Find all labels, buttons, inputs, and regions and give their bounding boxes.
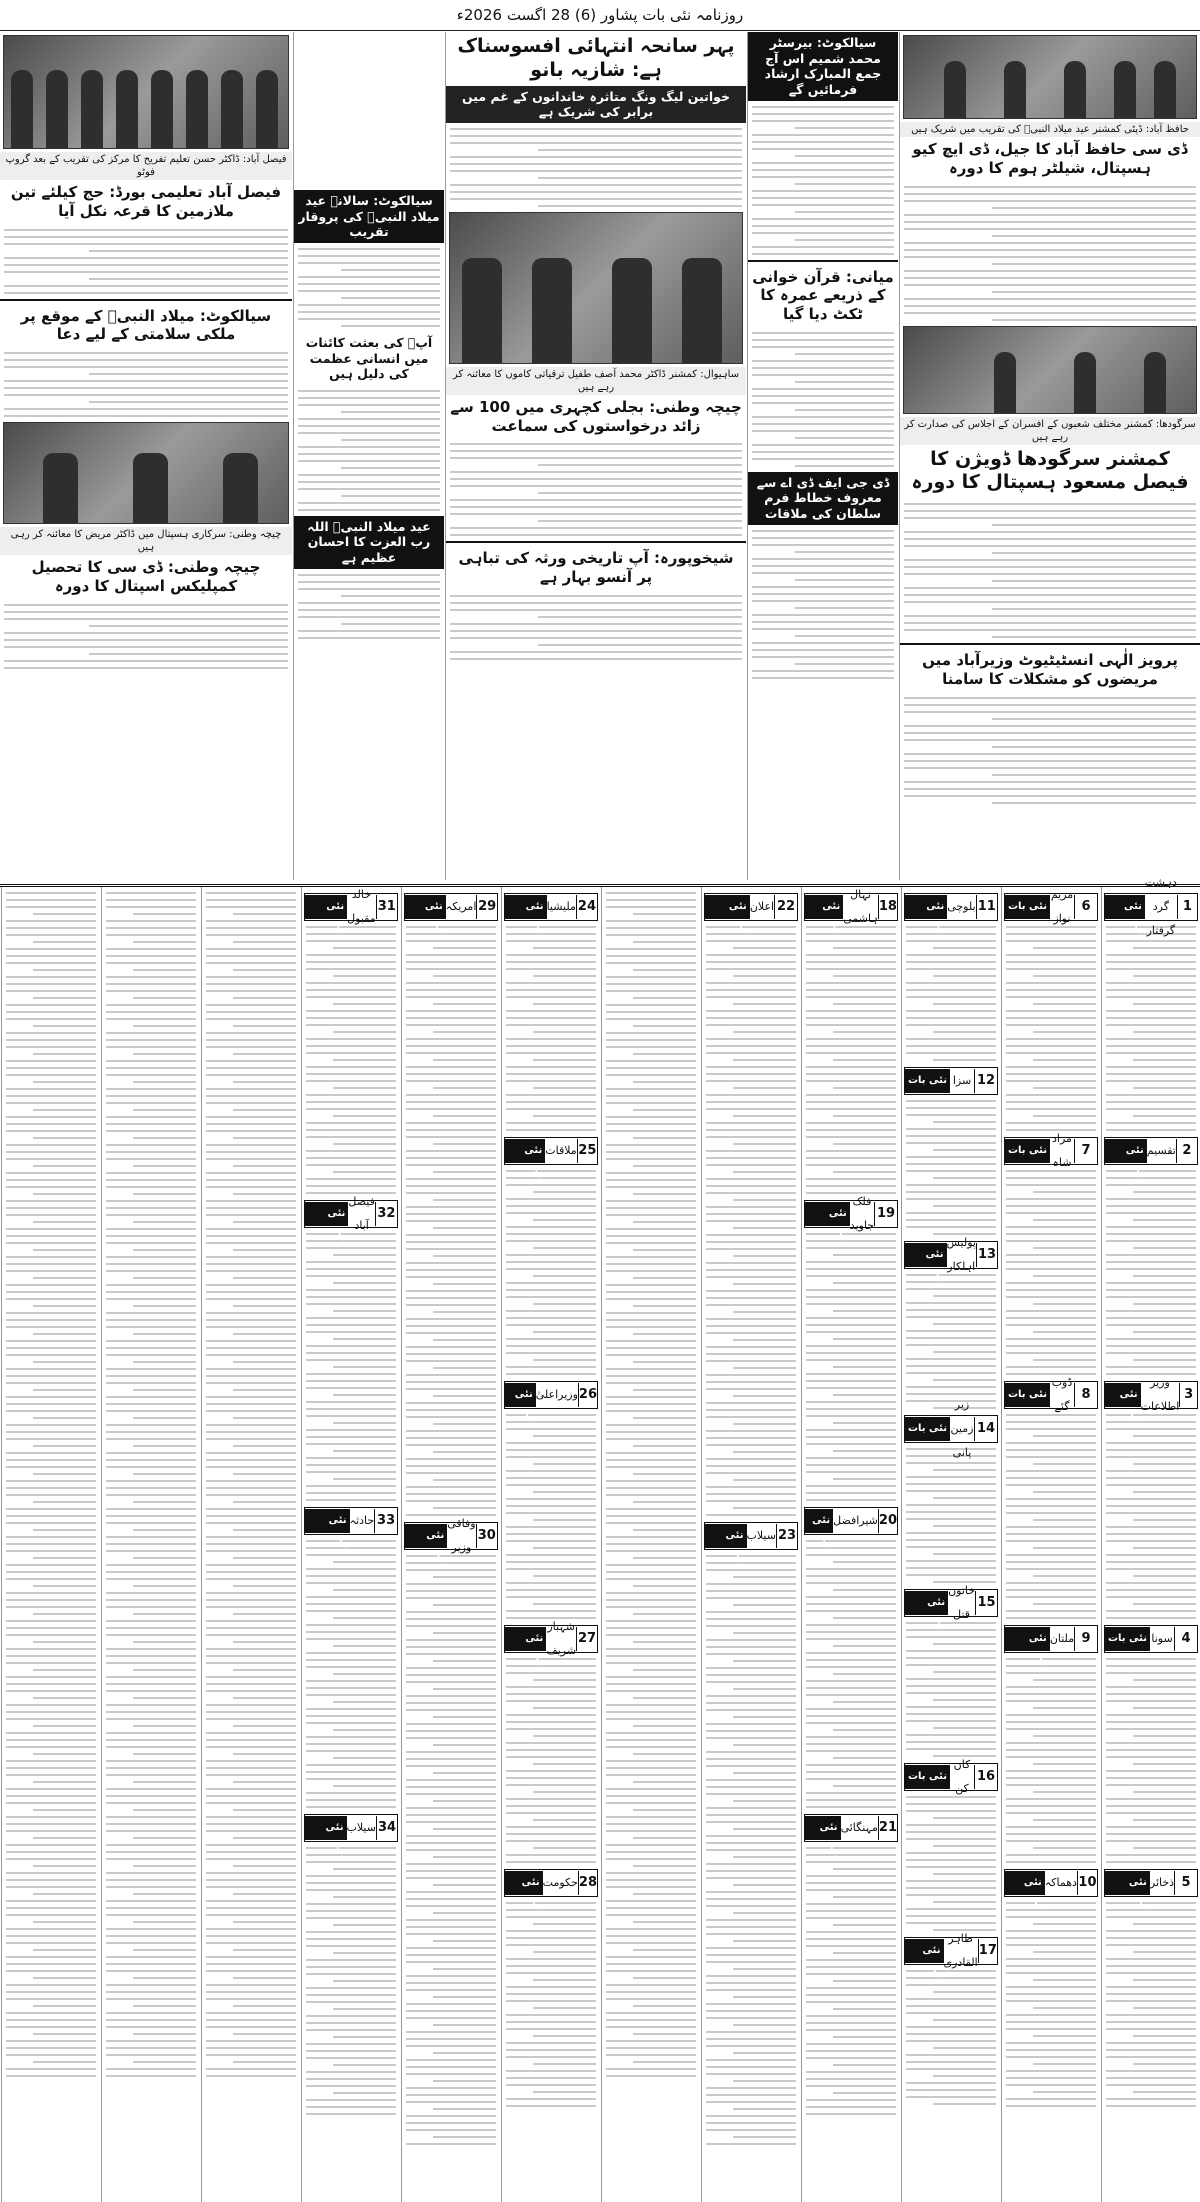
headline: شیخوپورہ: آپ تاریخی ورثہ کی تباہی پر آنسو بہار ہے bbox=[458, 549, 734, 586]
brief-source-tag: نئی بات bbox=[1005, 1871, 1045, 1895]
news-brief-heading bbox=[404, 893, 498, 936]
news-brief-heading bbox=[504, 1137, 598, 1180]
brief-source-tag: نئی بات bbox=[305, 1202, 348, 1226]
news-brief-heading bbox=[1004, 888, 1098, 925]
news-brief-heading bbox=[904, 1067, 998, 1095]
brief-body bbox=[1102, 1414, 1200, 1619]
news-brief-heading bbox=[904, 1932, 998, 1980]
brief-body bbox=[802, 1233, 900, 1501]
brief-body bbox=[1002, 1902, 1100, 2107]
headline: کمشنر سرگودھا ڈویژن کا فیصل مسعود ہسپتال کا دورہ bbox=[911, 447, 1189, 494]
news-brief-heading bbox=[904, 1584, 998, 1632]
brief-source-tag: نئی بات bbox=[905, 1417, 950, 1441]
brief-number: 21 bbox=[878, 1816, 897, 1840]
brief-source-tag: نئی بات bbox=[1105, 1139, 1147, 1163]
brief-number: 16 bbox=[974, 1765, 997, 1789]
headline: سیالکوٹ: بیرسٹر محمد شمیم اس آج جمع المبارک ارشاد فرمائیں گے bbox=[748, 32, 898, 101]
brief-body bbox=[802, 926, 900, 1194]
article-body bbox=[748, 530, 898, 679]
news-brief-heading bbox=[904, 893, 998, 936]
brief-source-tag: نئی بات bbox=[805, 1202, 850, 1226]
article-body bbox=[294, 390, 444, 511]
article-body bbox=[0, 352, 292, 417]
brief-body bbox=[902, 1448, 1000, 1583]
brief-title: فلک جاوید bbox=[849, 1195, 875, 1232]
brief-title: اعلان bbox=[749, 900, 775, 913]
brief-title: مراد شاہ bbox=[1052, 1132, 1072, 1169]
article-body bbox=[294, 248, 444, 327]
news-brief-heading bbox=[1104, 1376, 1198, 1424]
brief-body bbox=[302, 926, 400, 1194]
article-body bbox=[446, 595, 746, 660]
briefs-column bbox=[401, 887, 500, 2202]
brief-title: شیرافضل bbox=[833, 1514, 878, 1527]
brief-source-tag: نئی بات bbox=[1105, 1383, 1141, 1407]
briefs-column bbox=[1, 887, 100, 2202]
article-body bbox=[900, 186, 1200, 321]
brief-title: بلوچی bbox=[947, 900, 976, 913]
brief-body bbox=[302, 1233, 400, 1501]
briefs-column bbox=[601, 887, 700, 2202]
brief-source-tag: نئی بات bbox=[1105, 895, 1145, 919]
article-body bbox=[0, 229, 292, 294]
headline: ڈی سی حافظ آباد کا جیل، ڈی ایچ کیو ہسپتال، شیلٹر ہوم کا دورہ bbox=[912, 140, 1188, 177]
news-photo bbox=[903, 35, 1197, 119]
brief-number: 1 bbox=[1177, 895, 1197, 919]
brief-number: 19 bbox=[874, 1202, 897, 1226]
brief-body bbox=[1102, 1902, 1200, 2107]
article-body bbox=[748, 332, 898, 467]
brief-title: خاتون قتل bbox=[948, 1584, 976, 1621]
brief-body bbox=[502, 1658, 600, 1863]
brief-body bbox=[502, 1902, 600, 2107]
headline: فیصل آباد تعلیمی بورڈ: حج کیلئے تین ملازمین کا قرعہ نکل آیا bbox=[10, 183, 282, 220]
brief-body bbox=[502, 926, 600, 1131]
briefs-column bbox=[801, 887, 900, 2202]
headline: پہر سانحہ انتہائی افسوسناک ہے: شازیہ بانو bbox=[457, 35, 735, 81]
brief-source-tag: نئی بات bbox=[1105, 1871, 1150, 1895]
news-brief-heading bbox=[404, 1517, 498, 1565]
brief-title: طاہر القادری bbox=[943, 1932, 978, 1969]
news-brief-heading bbox=[1004, 1625, 1098, 1668]
brief-body bbox=[402, 926, 500, 1516]
column-right bbox=[899, 32, 1200, 880]
column-left bbox=[0, 32, 292, 880]
news-brief-heading bbox=[804, 1814, 898, 1857]
brief-source-tag: نئی بات bbox=[505, 1383, 536, 1407]
brief-source-tag: نئی بات bbox=[705, 1524, 747, 1548]
brief-source-tag: نئی بات bbox=[405, 895, 446, 919]
news-brief-heading bbox=[904, 1236, 998, 1284]
brief-number: 9 bbox=[1074, 1627, 1097, 1651]
brief-title: مہنگائی bbox=[840, 1821, 878, 1834]
brief-number: 17 bbox=[978, 1939, 997, 1963]
brief-number: 22 bbox=[774, 895, 797, 919]
brief-number: 33 bbox=[374, 1509, 397, 1533]
news-brief-heading bbox=[1104, 1137, 1198, 1180]
article-body bbox=[446, 128, 746, 207]
brief-source-tag: نئی بات bbox=[805, 895, 843, 919]
brief-number: 14 bbox=[974, 1417, 997, 1441]
brief-body bbox=[802, 1847, 900, 2115]
brief-number: 29 bbox=[476, 895, 497, 919]
brief-number: 13 bbox=[976, 1243, 997, 1267]
news-brief-heading bbox=[804, 1507, 898, 1550]
brief-title: وزیر اطلاعات bbox=[1140, 1376, 1180, 1413]
headline: چیچہ وطنی: ڈی سی کا تحصیل کمپلیکس اسپتال کا دورہ bbox=[31, 558, 261, 595]
brief-body bbox=[802, 1540, 900, 1808]
brief-source-tag: نئی بات bbox=[405, 1524, 447, 1548]
news-brief-heading bbox=[1104, 1625, 1198, 1653]
brief-title: ذخائر bbox=[1149, 1876, 1175, 1889]
brief-body bbox=[902, 1100, 1000, 1235]
news-brief-heading bbox=[504, 1381, 598, 1424]
brief-body bbox=[302, 1540, 400, 1808]
briefs-column bbox=[701, 887, 800, 2202]
brief-body bbox=[902, 1274, 1000, 1409]
brief-title: کان کن bbox=[953, 1758, 971, 1795]
brief-title: امریکہ bbox=[445, 900, 477, 913]
headline: پرویز الٰہی انسٹیٹیوٹ وزیرآباد میں مریضوں کو مشکلات کا سامنا bbox=[922, 651, 1178, 688]
brief-source-tag: نئی بات bbox=[905, 1939, 944, 1963]
brief-source-tag: نئی بات bbox=[505, 1139, 545, 1163]
brief-title: شہباز شریف bbox=[546, 1620, 577, 1657]
article-body bbox=[446, 443, 746, 536]
column-two bbox=[293, 32, 444, 880]
briefs-column bbox=[301, 887, 400, 2202]
news-brief-heading bbox=[904, 1758, 998, 1795]
brief-number: 23 bbox=[776, 1524, 797, 1548]
brief-number: 10 bbox=[1077, 1871, 1097, 1895]
brief-body bbox=[702, 926, 800, 1516]
brief-title: تقسیم bbox=[1146, 1144, 1176, 1157]
brief-title: سیلاب bbox=[346, 1821, 376, 1834]
brief-title: حادثہ bbox=[349, 1514, 375, 1527]
briefs-column bbox=[101, 887, 200, 2202]
news-brief-heading bbox=[1104, 876, 1198, 937]
brief-source-tag: نئی بات bbox=[505, 895, 547, 919]
brief-number: 27 bbox=[576, 1627, 597, 1651]
brief-source-tag: نئی بات bbox=[305, 1509, 350, 1533]
brief-title: زیر زمین پانی bbox=[950, 1398, 974, 1459]
brief-source-tag: نئی بات bbox=[905, 1069, 950, 1093]
brief-number: 5 bbox=[1174, 1871, 1197, 1895]
brief-body bbox=[902, 1796, 1000, 1931]
brief-title: مریم نواز bbox=[1050, 888, 1074, 925]
brief-number: 24 bbox=[576, 895, 597, 919]
brief-source-tag: نئی بات bbox=[805, 1509, 833, 1533]
brief-body bbox=[1002, 1414, 1100, 1619]
brief-title: پولیس اہلکار bbox=[946, 1236, 976, 1273]
brief-body bbox=[902, 1622, 1000, 1757]
brief-title: وزیراعلیٰ bbox=[535, 1388, 578, 1401]
brief-source-tag: نئی بات bbox=[1005, 1139, 1050, 1163]
photo-caption: چیچہ وطنی: سرکاری ہسپتال میں ڈاکٹر مریض کا معائنہ کر رہی ہیں bbox=[0, 527, 292, 555]
column-three bbox=[445, 32, 746, 880]
news-brief-heading bbox=[1004, 1869, 1098, 1912]
column-four bbox=[747, 32, 898, 880]
news-brief-heading bbox=[1004, 1132, 1098, 1169]
news-photo bbox=[3, 422, 289, 524]
brief-body bbox=[502, 1414, 600, 1619]
photo-caption: فیصل آباد: ڈاکٹر حسن تعلیم تفریح کا مرکز کی تقریب کے بعد گروپ فوٹو bbox=[0, 152, 292, 180]
brief-title: فیصل آباد bbox=[348, 1195, 375, 1232]
brief-number: 18 bbox=[878, 895, 897, 919]
brief-body bbox=[1002, 1658, 1100, 1863]
article-body bbox=[900, 697, 1200, 804]
brief-title: وفاقی وزیر bbox=[447, 1517, 476, 1554]
headline: ڈی جی ایف ڈی اے سے معروف خطاط فرم سلطان کی ملاقات bbox=[748, 472, 898, 525]
brief-number: 31 bbox=[376, 895, 397, 919]
brief-number: 25 bbox=[577, 1139, 597, 1163]
news-brief-heading bbox=[704, 893, 798, 936]
news-brief-heading bbox=[304, 1507, 398, 1550]
brief-source-tag: نئی بات bbox=[905, 1591, 948, 1615]
brief-source-tag: نئی بات bbox=[305, 895, 347, 919]
brief-title: خالد مقبول bbox=[347, 888, 376, 925]
brief-source-tag: نئی بات bbox=[1005, 895, 1050, 919]
brief-number: 8 bbox=[1074, 1383, 1097, 1407]
briefs-column bbox=[1101, 876, 1200, 2202]
brief-number: 4 bbox=[1174, 1627, 1197, 1651]
photo-caption: سرگودھا: کمشنر مختلف شعبوں کے افسران کے اجلاس کی صدارت کر رہے ہیں bbox=[900, 417, 1200, 445]
brief-body bbox=[1102, 1658, 1200, 1863]
article-body bbox=[900, 503, 1200, 638]
headline: سیالکوٹ: میلاد النبیؐ کے موقع پر ملکی سلامتی کے لیے دعا bbox=[20, 306, 272, 344]
briefs-column bbox=[901, 887, 1000, 2202]
brief-body bbox=[902, 1970, 1000, 2105]
news-brief-heading bbox=[804, 888, 898, 936]
news-brief-heading bbox=[504, 1620, 598, 1668]
brief-title: سزا bbox=[952, 1074, 972, 1087]
brief-source-tag: نئی بات bbox=[805, 1816, 841, 1840]
brief-body bbox=[502, 1170, 600, 1375]
brief-number: 34 bbox=[376, 1816, 397, 1840]
news-brief-heading bbox=[304, 1814, 398, 1857]
briefs-column bbox=[1001, 887, 1100, 2202]
brief-number: 28 bbox=[578, 1871, 597, 1895]
headline: چیچہ وطنی: بجلی کچہری میں 100 سے زائد درخواستوں کی سماعت bbox=[450, 397, 742, 435]
brief-number: 15 bbox=[975, 1591, 997, 1615]
brief-body bbox=[1102, 926, 1200, 1131]
brief-number: 26 bbox=[578, 1383, 597, 1407]
brief-title: نہال ہاشمی bbox=[843, 888, 878, 925]
brief-source-tag: نئی بات bbox=[1105, 1627, 1150, 1651]
page-masthead: روزنامہ نئی بات پشاور (6) 28 اگست 2026ء bbox=[0, 0, 1200, 31]
brief-source-tag: نئی بات bbox=[905, 1765, 950, 1789]
brief-source-tag: نئی بات bbox=[505, 1871, 543, 1895]
headline: آپؐ کی بعثت کائنات میں انسانی عظمت کی دلیل ہیں bbox=[305, 334, 433, 382]
brief-number: 20 bbox=[878, 1509, 897, 1533]
brief-title: ڈوب گئے bbox=[1051, 1376, 1073, 1413]
subheadline: خواتین لیگ ونگ متاثرہ خاندانوں کے غم میں برابر کی شریک ہے bbox=[446, 86, 746, 123]
brief-number: 3 bbox=[1179, 1383, 1197, 1407]
brief-body bbox=[702, 1555, 800, 2145]
brief-number: 30 bbox=[476, 1524, 497, 1548]
news-photo bbox=[3, 35, 289, 149]
article-body bbox=[0, 604, 292, 669]
brief-body bbox=[1102, 1170, 1200, 1375]
brief-source-tag: نئی بات bbox=[705, 895, 750, 919]
news-brief-heading bbox=[804, 1195, 898, 1243]
article-body bbox=[294, 574, 444, 639]
brief-title: ملاقات bbox=[545, 1144, 577, 1157]
news-briefs-section bbox=[0, 876, 1200, 2202]
brief-body bbox=[402, 1555, 500, 2145]
upper-section bbox=[0, 32, 1200, 880]
brief-title: حکومت bbox=[542, 1876, 578, 1889]
brief-number: 11 bbox=[976, 895, 997, 919]
news-brief-heading bbox=[1004, 1376, 1098, 1413]
news-brief-heading bbox=[304, 888, 398, 936]
news-brief-heading bbox=[704, 1522, 798, 1565]
brief-number: 12 bbox=[974, 1069, 997, 1093]
photo-caption: ساہیوال: کمشنر ڈاکٹر محمد آصف طفیل ترقیاتی کاموں کا معائنہ کر رہے ہیں bbox=[446, 367, 746, 395]
brief-title: دہشت گرد گرفتار bbox=[1144, 876, 1177, 937]
news-brief-heading bbox=[904, 1398, 998, 1459]
article-body bbox=[748, 106, 898, 255]
news-brief-heading bbox=[1104, 1869, 1198, 1912]
brief-source-tag: نئی بات bbox=[305, 1816, 347, 1840]
headline: سیالکوٹ: سالانہ عید میلاد النبیؐ کی پروقار تقریب bbox=[294, 190, 444, 243]
headline: عید میلاد النبیؐ اللہ رب العزت کا احسان عظیم ہے bbox=[294, 516, 444, 569]
brief-title: دھماکہ bbox=[1044, 1876, 1077, 1889]
news-photo bbox=[449, 212, 743, 364]
headline: میانی: قرآن خوانی کے ذریعے عمرہ کا ٹکٹ دیا گیا bbox=[752, 267, 894, 323]
brief-body bbox=[1002, 926, 1100, 1131]
brief-body bbox=[302, 1847, 400, 2115]
briefs-column bbox=[201, 887, 300, 2202]
brief-title: سونا bbox=[1151, 1632, 1173, 1645]
brief-body bbox=[902, 926, 1000, 1061]
news-brief-heading bbox=[504, 1869, 598, 1912]
briefs-column bbox=[501, 887, 600, 2202]
brief-source-tag: نئی بات bbox=[505, 1627, 546, 1651]
news-brief-heading bbox=[304, 1195, 398, 1243]
brief-number: 2 bbox=[1176, 1139, 1197, 1163]
brief-body bbox=[1002, 1170, 1100, 1375]
photo-caption: حافظ آباد: ڈپٹی کمشنر عید میلاد النبیؐ کی تقریب میں شریک ہیں bbox=[900, 122, 1200, 137]
brief-source-tag: نئی بات bbox=[1005, 1627, 1050, 1651]
news-photo bbox=[903, 326, 1197, 414]
brief-source-tag: نئی بات bbox=[905, 1243, 947, 1267]
brief-title: ملیشیا bbox=[546, 900, 576, 913]
brief-source-tag: نئی بات bbox=[1005, 1383, 1050, 1407]
brief-number: 7 bbox=[1074, 1139, 1097, 1163]
brief-number: 32 bbox=[375, 1202, 397, 1226]
brief-title: سیلاب bbox=[746, 1529, 776, 1542]
brief-title: ملتان bbox=[1049, 1632, 1075, 1645]
news-brief-heading bbox=[504, 893, 598, 936]
brief-source-tag: نئی بات bbox=[905, 895, 947, 919]
brief-number: 6 bbox=[1074, 895, 1097, 919]
